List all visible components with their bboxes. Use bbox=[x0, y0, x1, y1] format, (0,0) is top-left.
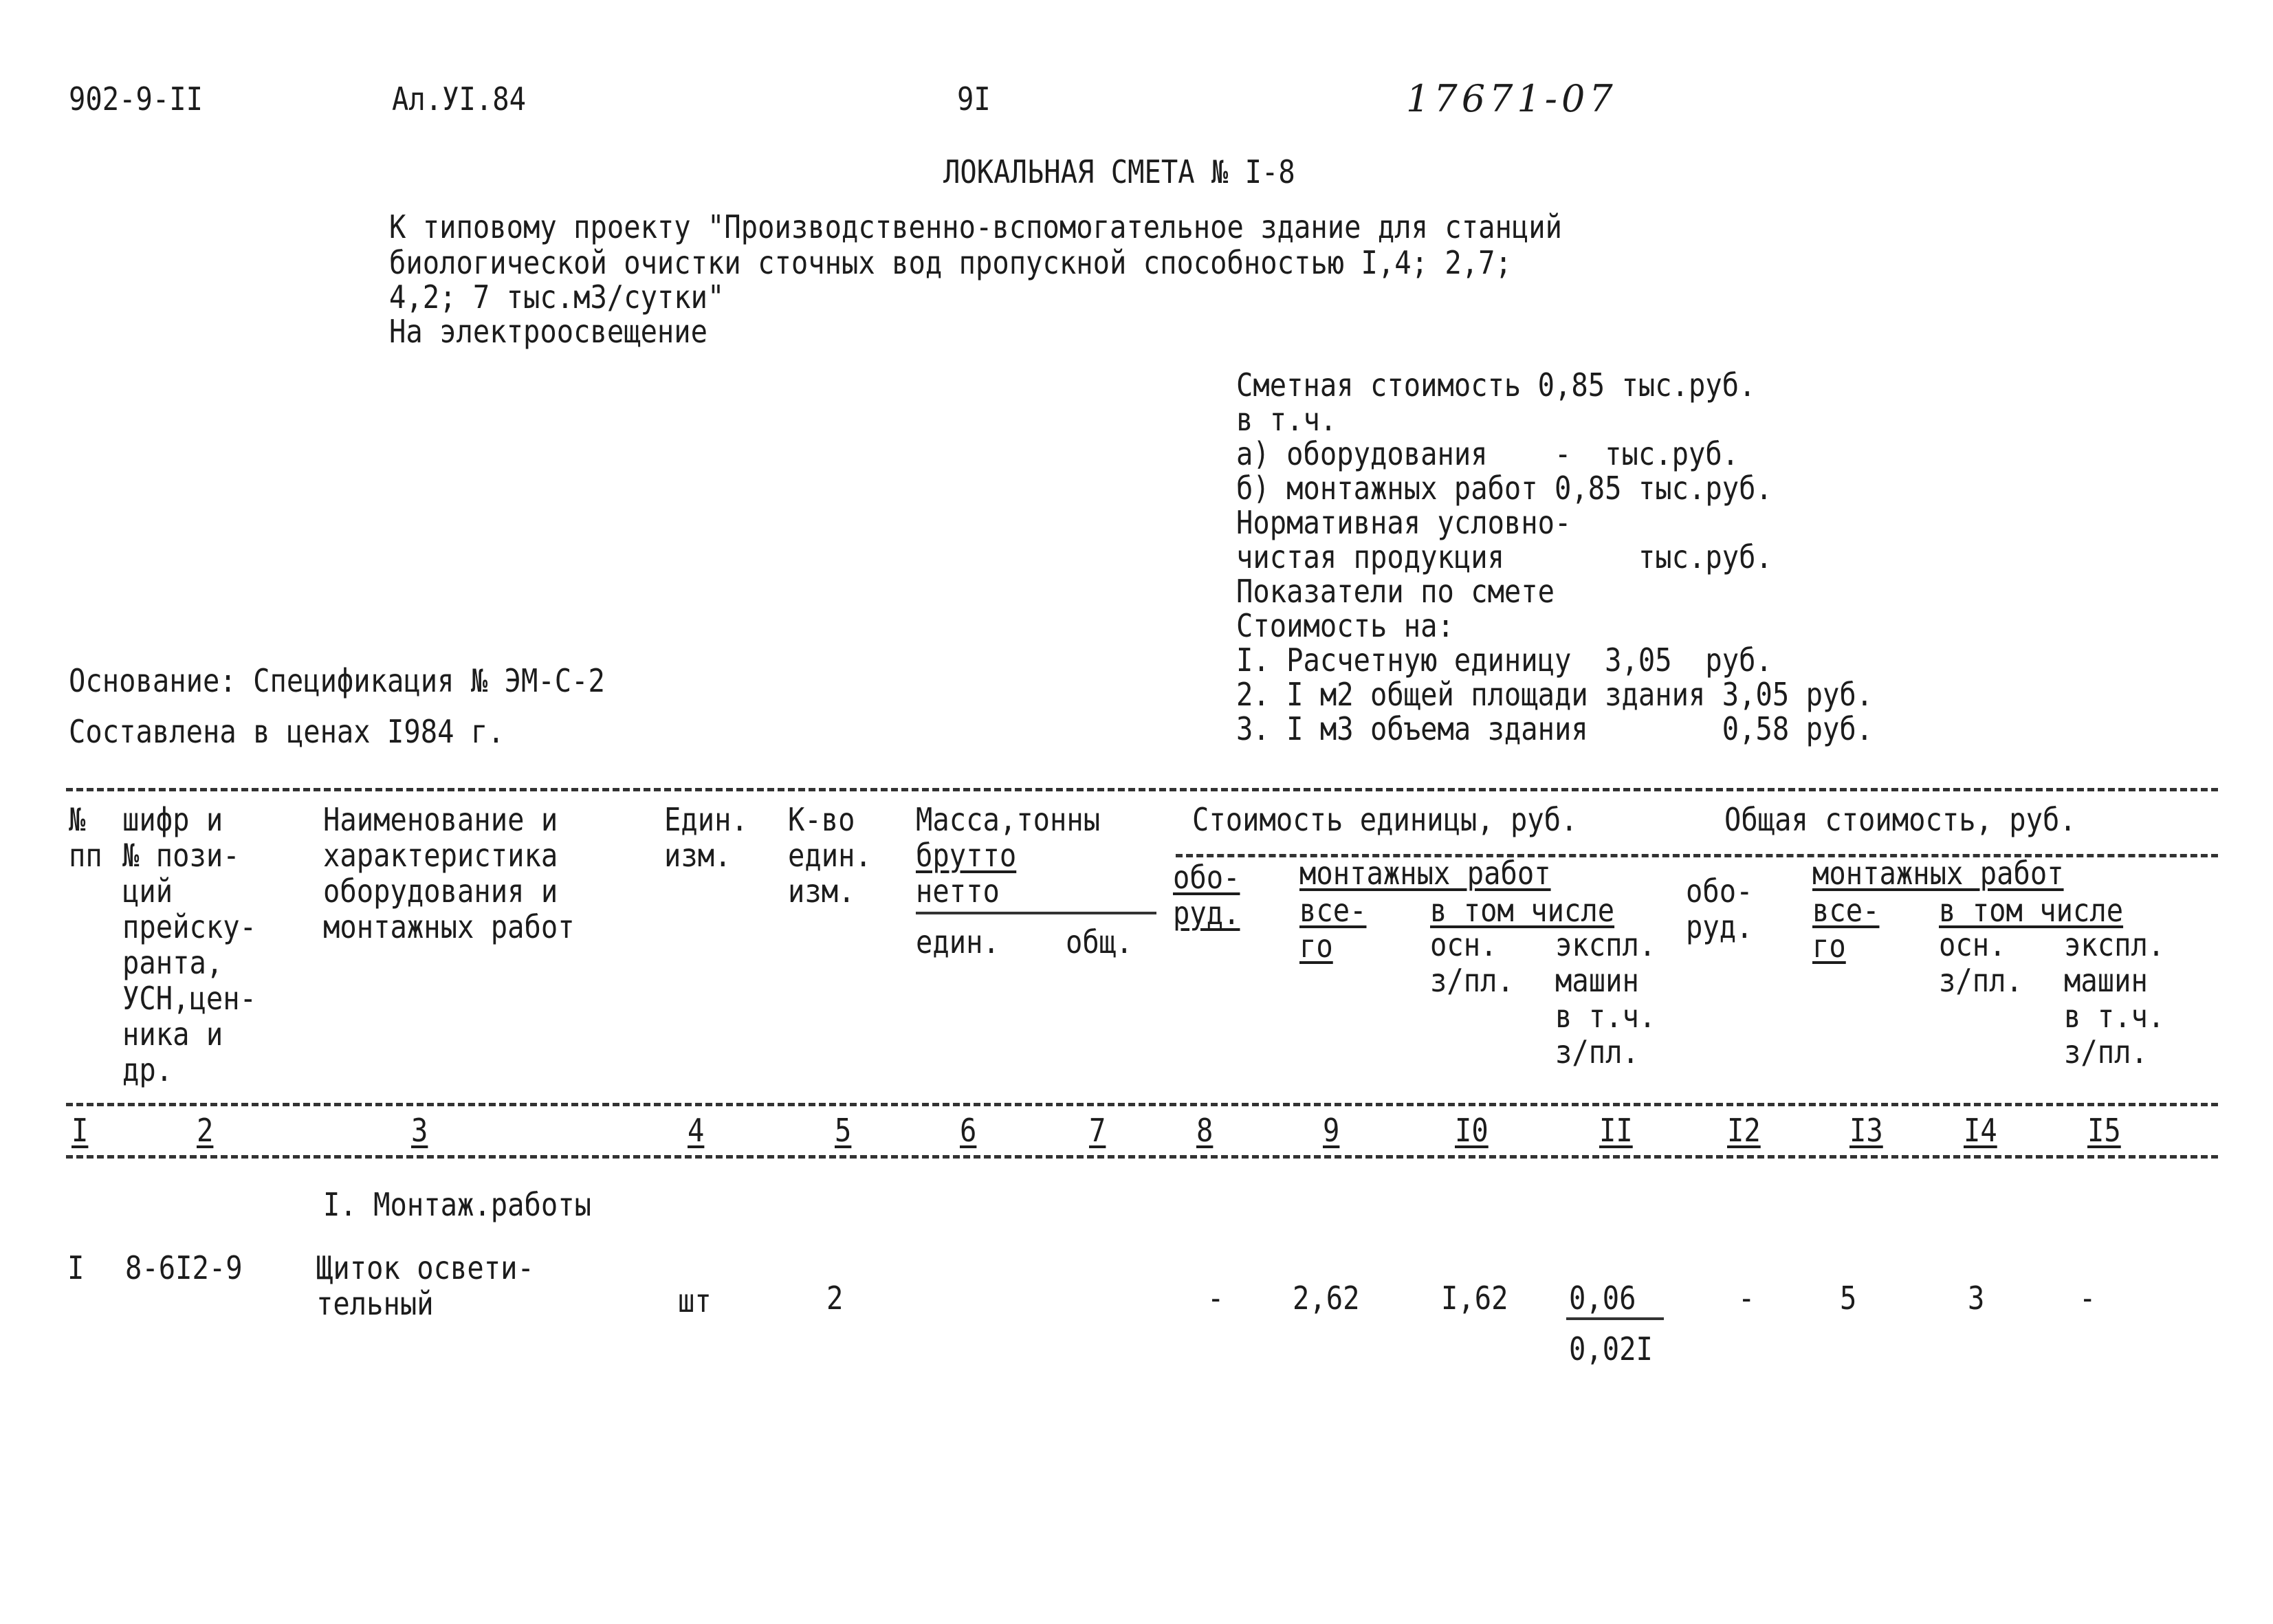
intro-line: На электроосвещение bbox=[389, 313, 708, 350]
header-unit: Един. изм. bbox=[664, 801, 748, 874]
summary-line: б) монтажных работ 0,85 тыс.руб. bbox=[1236, 470, 1772, 507]
header-installation-total: монтажных работ bbox=[1812, 855, 2064, 892]
header-netto: нетто bbox=[916, 873, 1000, 910]
header-machines-total: экспл. машин в т.ч. з/пл. bbox=[2064, 926, 2165, 1071]
column-number: 8 bbox=[1196, 1112, 1214, 1149]
row-machines-pay: 0,02I bbox=[1569, 1330, 1653, 1368]
header-bottom-rule bbox=[66, 1103, 2218, 1106]
header-brutto: брутто bbox=[916, 837, 1017, 874]
row-base-pay: I,62 bbox=[1441, 1280, 1508, 1317]
header-equipment: обо- руд. bbox=[1173, 859, 1240, 932]
column-number: 9 bbox=[1323, 1112, 1340, 1149]
column-number: II bbox=[1599, 1112, 1633, 1149]
column-number: 7 bbox=[1089, 1112, 1106, 1149]
row-quantity: 2 bbox=[826, 1280, 844, 1317]
fraction-bar bbox=[1566, 1317, 1664, 1320]
header-code: шифр и № пози- ций прейску- ранта, УСН,цен- ника и др. bbox=[122, 801, 256, 1088]
page-title: ЛОКАЛЬНАЯ СМЕТА № I-8 bbox=[943, 153, 1295, 190]
row-installation-all: 2,62 bbox=[1293, 1280, 1360, 1317]
row-name: Щиток освети- тельный bbox=[316, 1249, 534, 1322]
header-mass: Масса,тонны bbox=[916, 801, 1101, 838]
header-name: Наименование и характеристика оборудования и монтажных работ bbox=[323, 801, 575, 945]
column-number: I4 bbox=[1964, 1112, 1997, 1149]
document-code: 902-9-II bbox=[69, 80, 203, 118]
row-number: I bbox=[67, 1249, 85, 1286]
summary-line: Нормативная условно- bbox=[1236, 504, 1572, 541]
column-number: 2 bbox=[197, 1112, 214, 1149]
header-including-total: в том числе bbox=[1939, 892, 2124, 929]
column-number: 6 bbox=[960, 1112, 977, 1149]
intro-line: 4,2; 7 тыс.м3/сутки" bbox=[389, 278, 725, 316]
header-all: все- го bbox=[1299, 892, 1367, 965]
row-equipment-total: - bbox=[1738, 1280, 1755, 1317]
summary-line: а) оборудования - тыс.руб. bbox=[1236, 435, 1739, 472]
row-equipment-unit: - bbox=[1207, 1280, 1225, 1317]
intro-line: биологической очистки сточных вод пропускной способностью I,4; 2,7; bbox=[389, 244, 1512, 281]
column-number: I5 bbox=[2087, 1112, 2121, 1149]
mass-divider bbox=[916, 912, 1156, 914]
summary-line: Сметная стоимость 0,85 тыс.руб. bbox=[1236, 366, 1756, 404]
basis-prices: Составлена в ценах I984 г. bbox=[69, 713, 505, 750]
intro-line: К типовому проекту "Производственно-вспомогательное здание для станций bbox=[389, 208, 1562, 245]
column-number: I bbox=[72, 1112, 89, 1149]
row-machines-total: - bbox=[2079, 1280, 2096, 1317]
column-number: 5 bbox=[835, 1112, 852, 1149]
header-machines: экспл. машин в т.ч. з/пл. bbox=[1555, 926, 1656, 1071]
row-base-pay-total: 3 bbox=[1968, 1280, 1985, 1317]
column-number: I2 bbox=[1727, 1112, 1761, 1149]
header-including: в том числе bbox=[1430, 892, 1615, 929]
header-all-total: все- го bbox=[1812, 892, 1880, 965]
header-equipment-total: обо- руд. bbox=[1686, 873, 1753, 945]
header-unit-cost: Стоимость единицы, руб. bbox=[1192, 801, 1578, 838]
handwritten-number: 17671-07 bbox=[1406, 77, 1617, 120]
summary-line: Стоимость на: bbox=[1236, 607, 1454, 644]
summary-line: Показатели по смете bbox=[1236, 573, 1555, 610]
column-number: I0 bbox=[1455, 1112, 1489, 1149]
summary-line: чистая продукция тыс.руб. bbox=[1236, 538, 1772, 575]
summary-line: I. Расчетную единицу 3,05 руб. bbox=[1236, 641, 1772, 679]
summary-line: 2. I м2 общей площади здания 3,05 руб. bbox=[1236, 676, 1874, 713]
album-code: Ал.УI.84 bbox=[392, 80, 526, 118]
header-base-pay-total: осн. з/пл. bbox=[1939, 926, 2023, 999]
numbers-bottom-rule bbox=[66, 1155, 2218, 1159]
header-row-number: № пп bbox=[69, 801, 102, 874]
row-installation-total: 5 bbox=[1840, 1280, 1857, 1317]
header-installation: монтажных работ bbox=[1299, 855, 1551, 892]
page-number: 9I bbox=[957, 80, 991, 118]
column-number: 4 bbox=[688, 1112, 705, 1149]
header-mass-total: общ. bbox=[1066, 923, 1133, 961]
header-base-pay: осн. з/пл. bbox=[1430, 926, 1514, 999]
table-top-rule bbox=[66, 788, 2218, 791]
column-number: I3 bbox=[1849, 1112, 1883, 1149]
column-number: 3 bbox=[411, 1112, 428, 1149]
summary-line: в т.ч. bbox=[1236, 401, 1337, 438]
header-mass-unit: един. bbox=[916, 923, 1000, 961]
row-machines: 0,06 bbox=[1569, 1280, 1636, 1317]
header-quantity: К-во един. изм. bbox=[788, 801, 872, 910]
section-title: I. Монтаж.работы bbox=[323, 1186, 591, 1223]
summary-line: 3. I м3 объема здания 0,58 руб. bbox=[1236, 710, 1874, 747]
row-code: 8-6I2-9 bbox=[125, 1249, 243, 1286]
header-total-cost: Общая стоимость, руб. bbox=[1724, 801, 2076, 838]
basis-specification: Основание: Спецификация № ЭМ-С-2 bbox=[69, 662, 605, 699]
row-unit: шт bbox=[678, 1282, 712, 1319]
